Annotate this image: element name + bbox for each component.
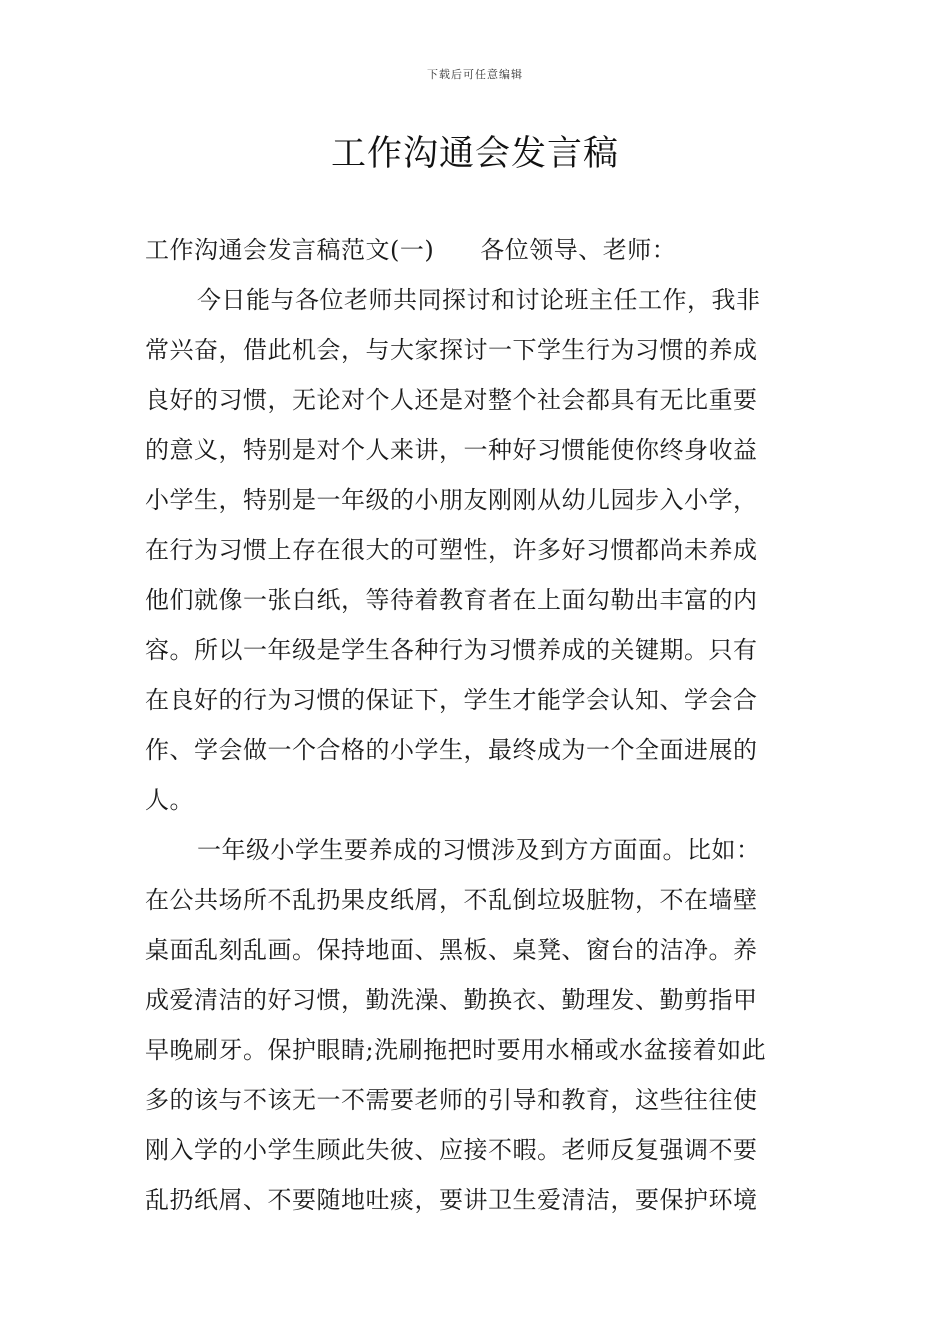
paragraph-2 [145,825,810,1225]
paragraph-1 [145,275,810,825]
text-line: 常兴奋，借此机会，与大家探讨一下学生行为习惯的养成 [145,336,758,364]
text-line: 早晚刷牙。保护眼睛;洗刷拖把时要用水桶或水盆接着如此 [145,1036,767,1064]
text-line: 一年级小学生要养成的习惯涉及到方方面面。比如： [197,836,761,864]
text-line: 人。 [145,786,194,814]
text-line: 在良好的行为习惯的保证下，学生才能学会认知、学会合 [145,686,758,714]
text-line: 刚入学的小学生顾此失彼、应接不暇。老师反复强调不要 [145,1136,758,1164]
text-line: 在行为习惯上存在很大的可塑性，许多好习惯都尚未养成 [145,536,758,564]
text-line: 今日能与各位老师共同探讨和讨论班主任工作，我非 [197,286,761,314]
text-line: 他们就像一张白纸，等待着教育者在上面勾勒出丰富的内 [145,586,758,614]
text-line: 作、学会做一个合格的小学生，最终成为一个全面进展的 [145,736,758,764]
text-line: 成爱清洁的好习惯，勤洗澡、勤换衣、勤理发、勤剪指甲 [145,986,758,1014]
header-note: 下载后可任意编辑 [427,68,523,81]
intro-line [145,225,810,275]
text-line: 乱扔纸屑、不要随地吐痰，要讲卫生爱清洁，要保护环境 [145,1186,758,1214]
text-line: 良好的习惯，无论对个人还是对整个社会都具有无比重要 [145,386,758,414]
page-title: 工作沟通会发言稿 [330,134,619,174]
text-line: 桌面乱刻乱画。保持地面、黑板、桌凳、窗台的洁净。养 [145,936,758,964]
intro-subtitle: 工作沟通会发言稿范文(一) [145,236,435,264]
text-line: 多的该与不该无一不需要老师的引导和教育，这些往往使 [145,1086,758,1114]
intro-greeting: 各位领导、老师： [480,236,677,264]
text-line: 容。所以一年级是学生各种行为习惯养成的关键期。只有 [145,636,758,664]
text-line: 小学生，特别是一年级的小朋友刚刚从幼儿园步入小学， [145,486,758,514]
text-line: 的意义，特别是对个人来讲，一种好习惯能使你终身收益 [145,436,758,464]
document-body [145,225,810,1225]
text-line: 在公共场所不乱扔果皮纸屑，不乱倒垃圾脏物，不在墙壁 [145,886,758,914]
